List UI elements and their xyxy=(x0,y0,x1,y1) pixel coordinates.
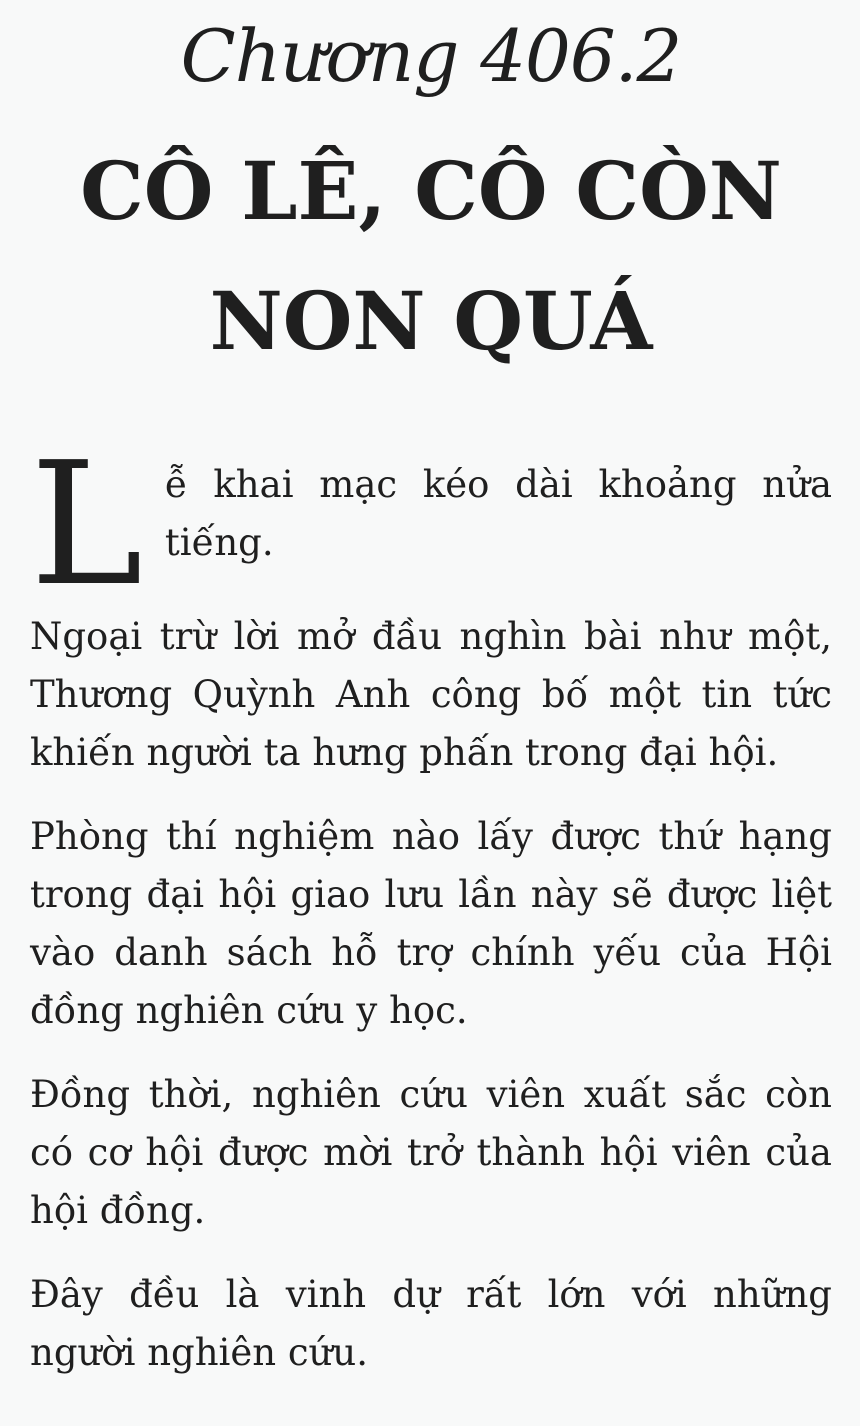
paragraph-1 xyxy=(30,426,832,624)
chapter-content xyxy=(30,426,832,1382)
paragraph-1-text: ễ khai mạc kéo dài khoảng nửa tiếng. xyxy=(164,463,832,564)
paragraph-3: Phòng thí nghiệm nào lấy được thứ hạng trong đại hội giao lưu lần này sẽ được liệt vào danh sách hỗ trợ chính yếu của Hội đồng nghiên cứu y học. xyxy=(30,815,832,1032)
paragraph-2: Ngoại trừ lời mở đầu nghìn bài như một, Thương Quỳnh Anh công bố một tin tức khiến người ta hưng phấn trong đại hội. xyxy=(30,615,832,774)
chapter-title: CÔ LÊ, CÔ CÒN NON QUÁ xyxy=(80,144,782,368)
drop-cap: L xyxy=(30,426,143,624)
chapter-number: Chương 406.2 xyxy=(180,14,682,98)
paragraph-4: Đồng thời, nghiên cứu viên xuất sắc còn có cơ hội được mời trở thành hội viên của hội đồng. xyxy=(30,1073,832,1232)
paragraph-5: Đây đều là vinh dự rất lớn với những người nghiên cứu. xyxy=(30,1273,832,1374)
